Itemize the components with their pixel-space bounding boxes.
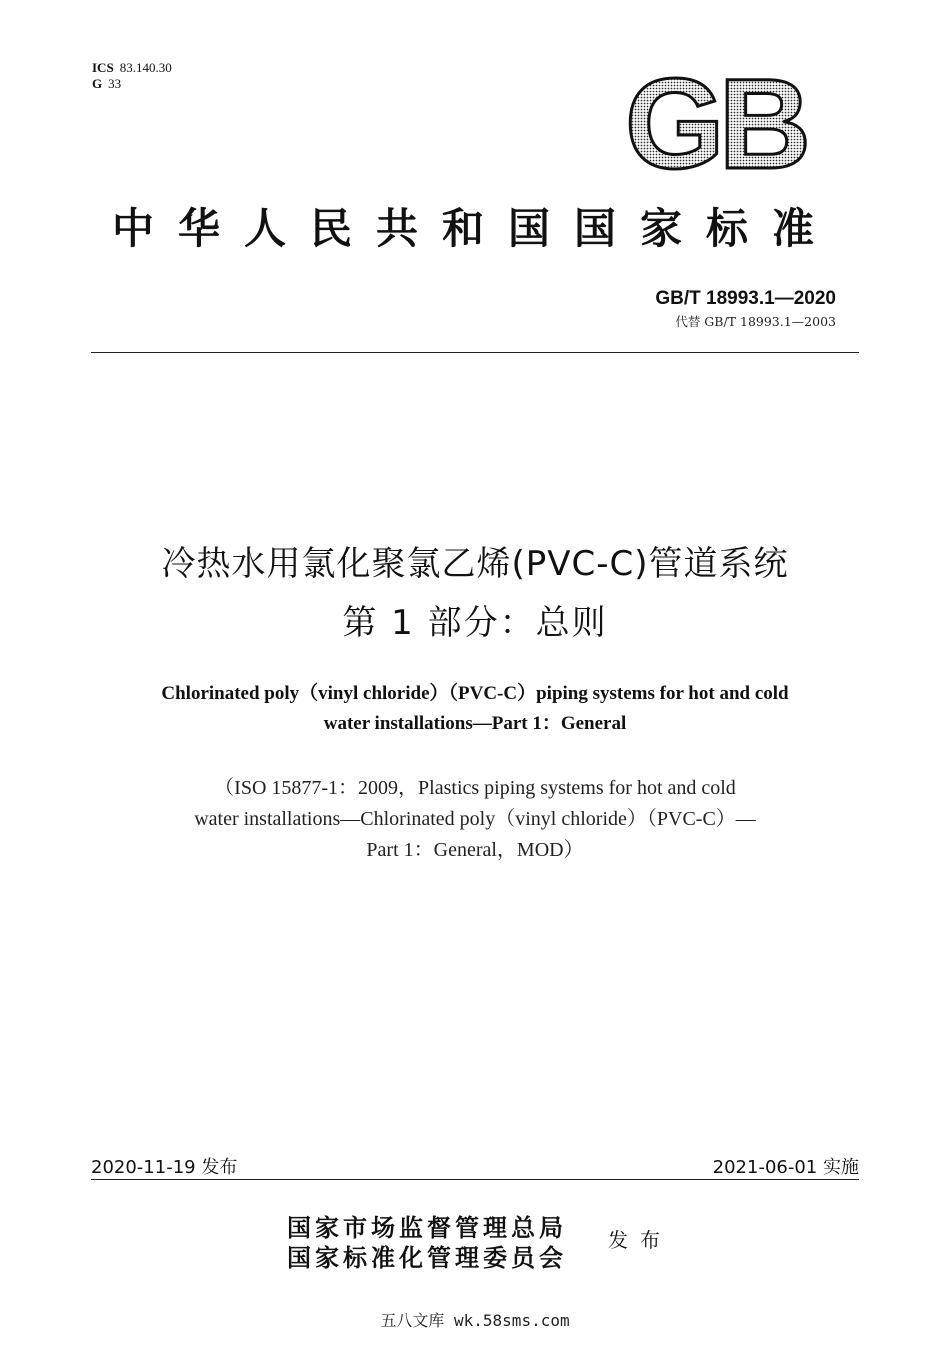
top-divider xyxy=(91,352,859,353)
issuer-line1: 国家市场监督管理总局 xyxy=(287,1213,567,1242)
bottom-divider xyxy=(91,1179,859,1180)
english-title-line1: Chlorinated poly（vinyl chloride）（PVC-C）piping systems for hot and cold xyxy=(161,683,789,704)
issuer-line2: 国家标准化管理委员会 xyxy=(287,1243,567,1272)
issue-date: 2020-11-19 发布 xyxy=(91,1157,238,1178)
chinese-title-line1: 冷热水用氯化聚氯乙烯(PVC-C)管道系统 xyxy=(161,544,789,584)
gb-logo xyxy=(622,72,808,174)
national-standard-title: 中华人民共和国国家标准 xyxy=(111,204,838,253)
iso-reference-line2: water installations—Chlorinated poly（vinyl chloride）（PVC-C）— xyxy=(194,808,756,830)
svg-text:GB: GB xyxy=(625,72,805,174)
english-title-line2: water installations—Part 1：General xyxy=(323,713,627,734)
replaces-standard: 代替 GB/T 18993.1—2003 xyxy=(675,314,836,329)
ics-label: ICS xyxy=(92,60,114,75)
ics-code: 83.140.30 xyxy=(119,60,172,75)
watermark: 五八文库 wk.58sms.com xyxy=(380,1311,570,1330)
class-code: 33 xyxy=(108,76,122,91)
chinese-title-line2: 第 1 部分：总则 xyxy=(342,603,608,643)
iso-reference-line3: Part 1：General，MOD） xyxy=(366,839,584,861)
implementation-date: 2021-06-01 实施 xyxy=(712,1157,859,1178)
iso-reference-line1: （ISO 15877-1：2009，Plastics piping systems for hot and cold xyxy=(214,777,736,799)
publish-label: 发布 xyxy=(608,1228,672,1252)
ics-classification xyxy=(92,60,172,92)
class-label: G xyxy=(92,76,103,91)
standard-number: GB/T 18993.1—2020 xyxy=(655,288,836,309)
